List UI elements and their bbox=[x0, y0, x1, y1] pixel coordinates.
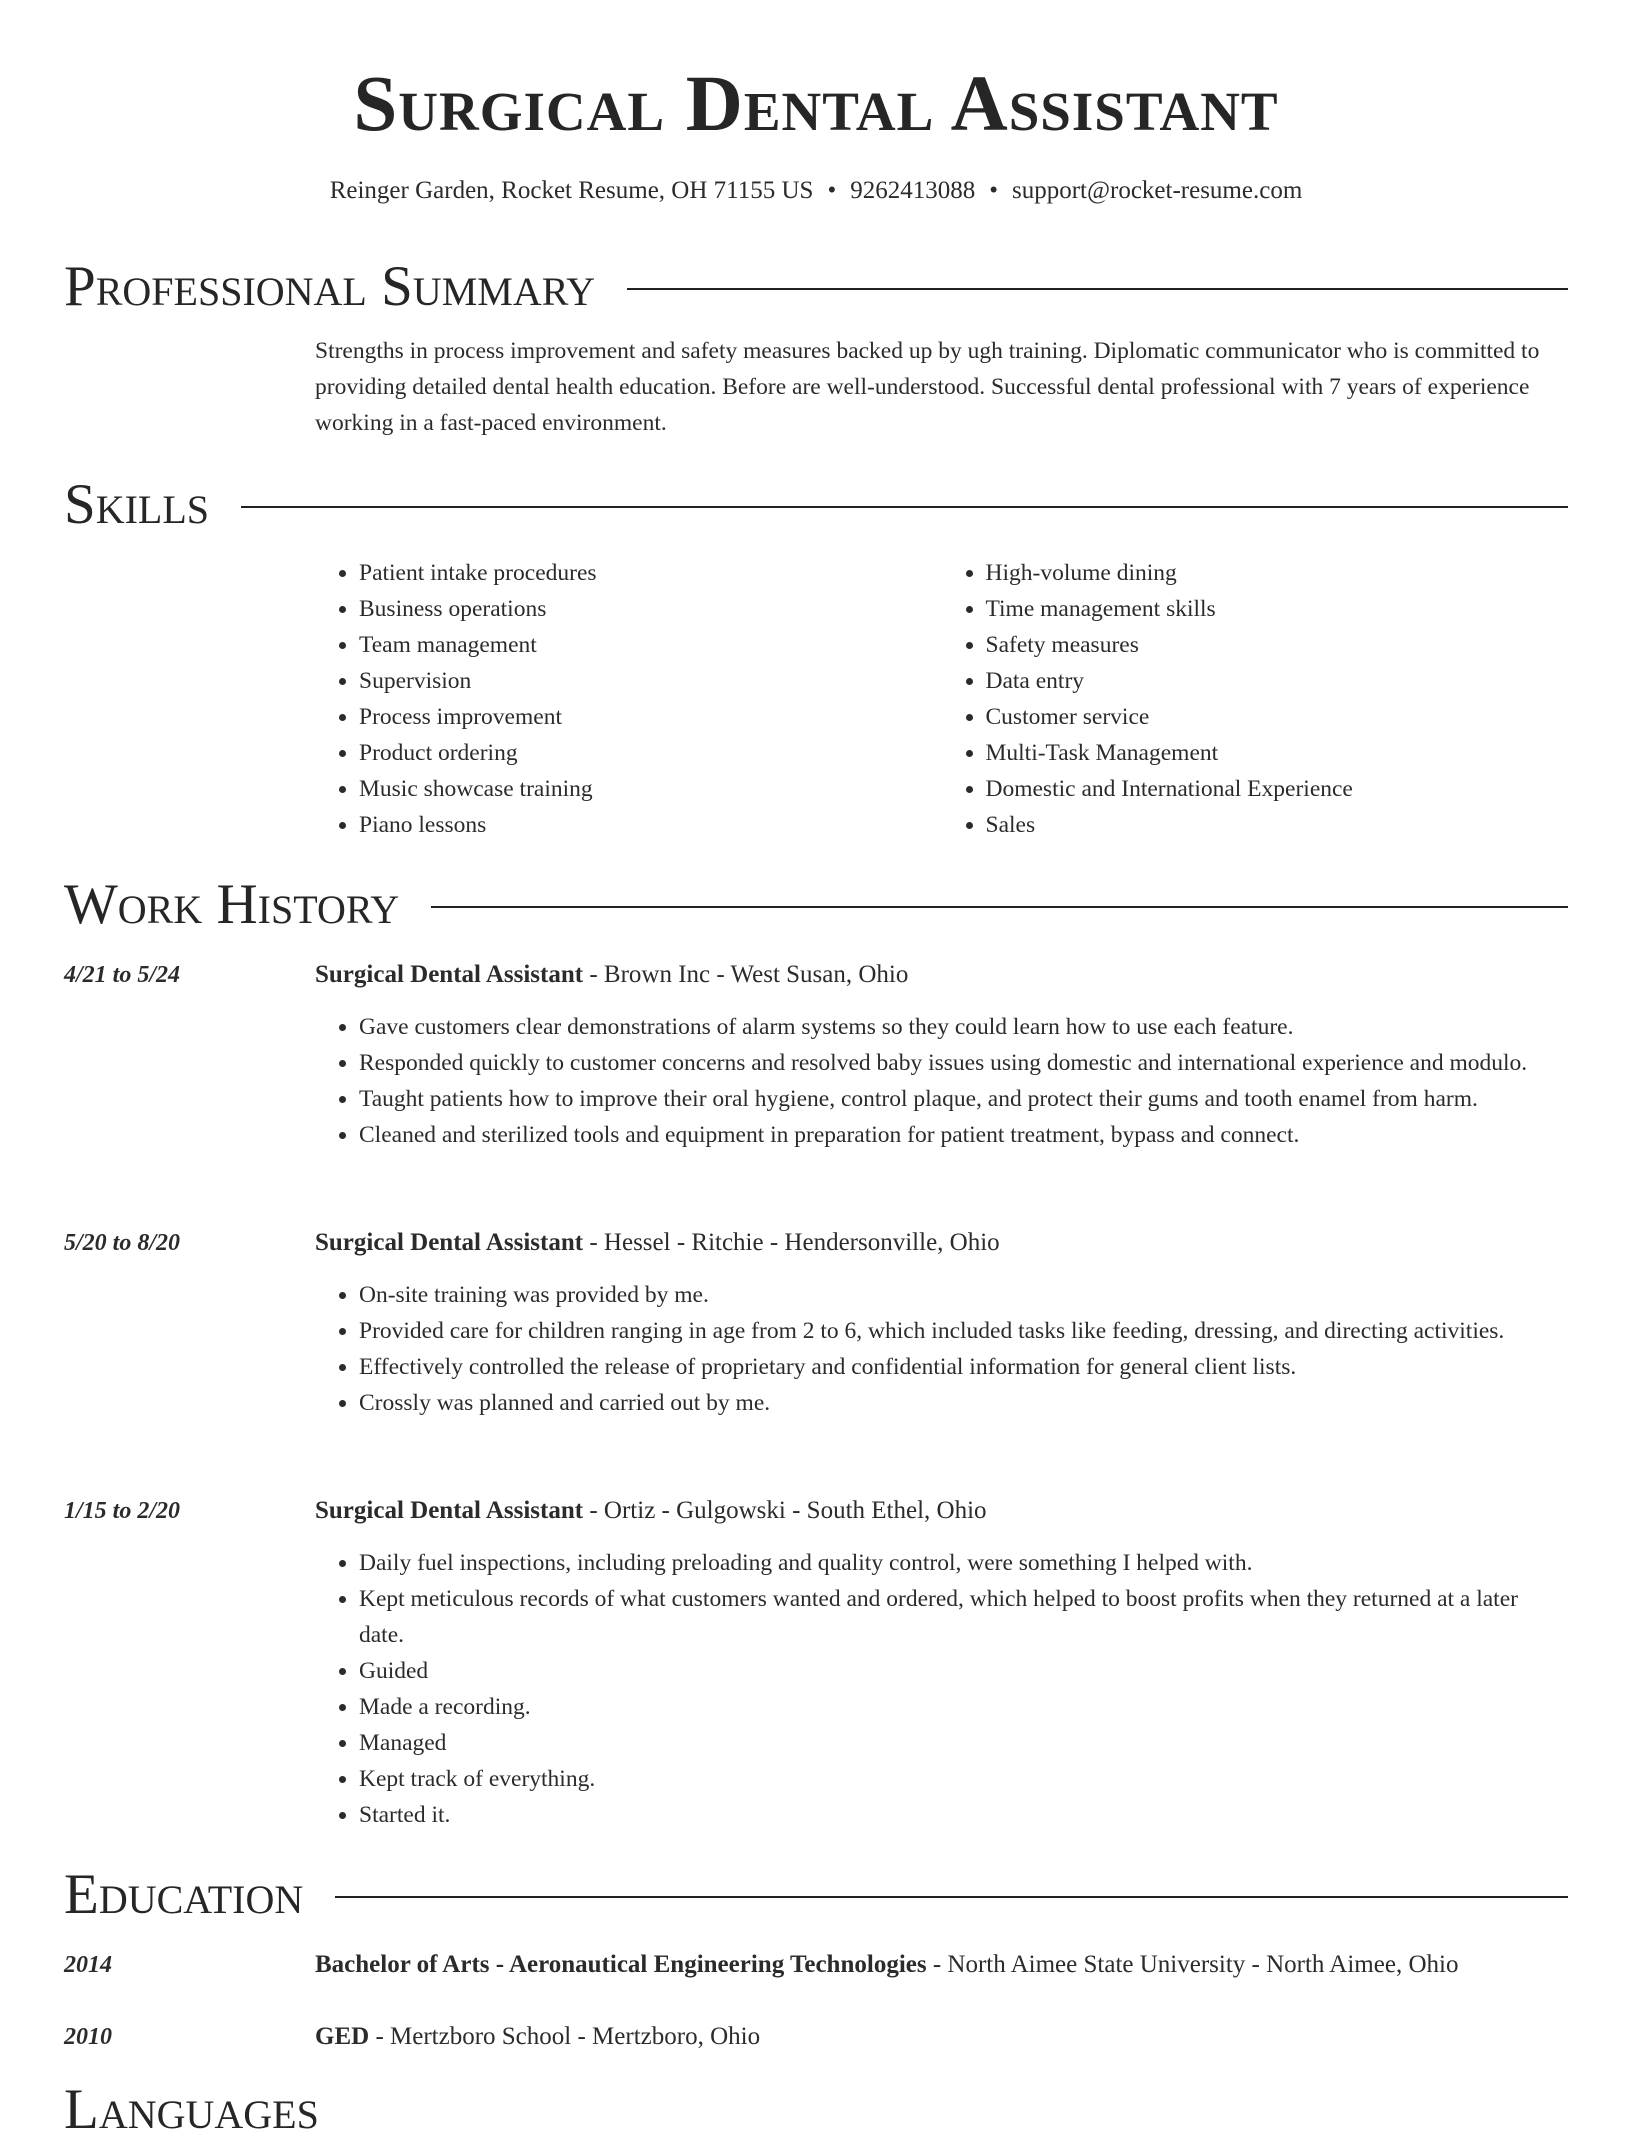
section-divider bbox=[627, 288, 1568, 290]
job-role: Surgical Dental Assistant bbox=[315, 1497, 584, 1524]
skill-item: • Customer service bbox=[986, 699, 1569, 735]
education-entry bbox=[64, 2019, 1568, 2055]
education-line bbox=[315, 2019, 1568, 2055]
skills-list-left bbox=[315, 555, 942, 843]
job-bullet: • Started it. bbox=[359, 1797, 1568, 1833]
education-entry bbox=[64, 1947, 1568, 1983]
contact-line bbox=[0, 174, 1632, 208]
job-employer: - Ortiz - Gulgowski - South Ethel, Ohio bbox=[583, 1497, 987, 1524]
job-bullet: • Managed bbox=[359, 1725, 1568, 1761]
education-year: 2010 bbox=[64, 2024, 112, 2050]
job-entry bbox=[64, 1493, 1568, 1833]
skill-item: • Music showcase training bbox=[359, 771, 942, 807]
skill-item: • Multi-Task Management bbox=[986, 735, 1569, 771]
job-entry bbox=[64, 957, 1568, 1153]
job-bullets bbox=[315, 1545, 1568, 1833]
job-bullet: • Kept track of everything. bbox=[359, 1761, 1568, 1797]
job-bullet: • Provided care for children ranging in age from 2 to 6, which included tasks like feeding, dressing, and directing activities. bbox=[359, 1313, 1568, 1349]
contact-phone: 9262413088 bbox=[850, 177, 976, 204]
work-history-section bbox=[64, 873, 1568, 937]
skill-item: • Business operations bbox=[359, 591, 942, 627]
resume-name: Surgical Dental Assistant bbox=[353, 61, 1279, 148]
skills-list-right bbox=[942, 555, 1569, 843]
job-entry bbox=[64, 1225, 1568, 1421]
job-employer: - Brown Inc - West Susan, Ohio bbox=[583, 961, 909, 988]
skill-item: • High-volume dining bbox=[986, 555, 1569, 591]
skill-item: • Time management skills bbox=[986, 591, 1569, 627]
education-school: - North Aimee State University - North Aimee, Ohio bbox=[926, 1951, 1459, 1978]
skill-item: • Safety measures bbox=[986, 627, 1569, 663]
job-bullet: • Crossly was planned and carried out by me. bbox=[359, 1385, 1568, 1421]
job-bullet: • Effectively controlled the release of proprietary and confidential information for general client lists. bbox=[359, 1349, 1568, 1385]
skills-columns bbox=[315, 555, 1568, 843]
job-bullets bbox=[315, 1277, 1568, 1421]
summary-text: Strengths in process improvement and safety measures backed up by ugh training. Diplomatic communicator who is committed to providing detailed dental health education. Before are well-understood. Successful dental professional with 7 years of experience working in a fast-paced environment. bbox=[315, 338, 1540, 436]
skill-item: • Patient intake procedures bbox=[359, 555, 942, 591]
job-employer: - Hessel - Ritchie - Hendersonville, Ohio bbox=[583, 1229, 1000, 1256]
section-divider bbox=[241, 506, 1568, 508]
job-bullet: • Responded quickly to customer concerns and resolved baby issues using domestic and international experience and modulo. bbox=[359, 1045, 1568, 1081]
section-divider bbox=[335, 1896, 1568, 1898]
contact-separator: • bbox=[827, 177, 837, 204]
education-school: - Mertzboro School - Mertzboro, Ohio bbox=[369, 2023, 761, 2050]
job-bullet: • Daily fuel inspections, including preloading and quality control, were something I helped with. bbox=[359, 1545, 1568, 1581]
education-year: 2014 bbox=[64, 1952, 112, 1978]
skill-item: • Domestic and International Experience bbox=[986, 771, 1569, 807]
skill-item: • Data entry bbox=[986, 663, 1569, 699]
job-dates: 4/21 to 5/24 bbox=[64, 962, 181, 988]
education-line bbox=[315, 1947, 1568, 1983]
summary-heading: Professional Summary bbox=[64, 255, 596, 318]
job-bullet: • On-site training was provided by me. bbox=[359, 1277, 1568, 1313]
job-bullet: • Made a recording. bbox=[359, 1689, 1568, 1725]
skill-item: • Supervision bbox=[359, 663, 942, 699]
skills-heading: Skills bbox=[64, 473, 210, 536]
contact-separator: • bbox=[989, 177, 998, 204]
section-divider bbox=[431, 906, 1568, 908]
skill-item: • Process improvement bbox=[359, 699, 942, 735]
job-bullet: • Kept meticulous records of what customers wanted and ordered, which helped to boost profits when they returned at a later date. bbox=[359, 1581, 1568, 1653]
job-dates: 1/15 to 2/20 bbox=[64, 1498, 181, 1524]
contact-address: Reinger Garden, Rocket Resume, OH 71155 US bbox=[329, 177, 814, 204]
work-history-heading: Work History bbox=[64, 873, 400, 936]
skill-item: • Sales bbox=[986, 807, 1569, 843]
skill-item: • Product ordering bbox=[359, 735, 942, 771]
skill-item: • Piano lessons bbox=[359, 807, 942, 843]
education-heading: Education bbox=[64, 1863, 304, 1926]
summary-section bbox=[64, 255, 1568, 441]
skills-section bbox=[64, 473, 1568, 843]
education-degree: GED bbox=[315, 2023, 370, 2050]
job-title-line bbox=[315, 1493, 1568, 1529]
job-bullet: • Gave customers clear demonstrations of alarm systems so they could learn how to use each feature. bbox=[359, 1009, 1568, 1045]
job-bullet: • Cleaned and sterilized tools and equipment in preparation for patient treatment, bypass and connect. bbox=[359, 1117, 1568, 1153]
job-title-line bbox=[315, 1225, 1568, 1261]
job-role: Surgical Dental Assistant bbox=[315, 961, 584, 988]
job-bullets bbox=[315, 1009, 1568, 1153]
job-dates: 5/20 to 8/20 bbox=[64, 1230, 181, 1256]
languages-section bbox=[64, 2078, 1568, 2142]
skill-item: • Team management bbox=[359, 627, 942, 663]
job-title-line bbox=[315, 957, 1568, 993]
job-bullet: • Guided bbox=[359, 1653, 1568, 1689]
education-section bbox=[64, 1863, 1568, 1927]
job-bullet: • Taught patients how to improve their oral hygiene, control plaque, and protect their gums and tooth enamel from harm. bbox=[359, 1081, 1568, 1117]
languages-heading: Languages bbox=[64, 2078, 319, 2141]
contact-email: support@rocket-resume.com bbox=[1011, 177, 1303, 204]
job-role: Surgical Dental Assistant bbox=[315, 1229, 584, 1256]
education-degree: Bachelor of Arts - Aeronautical Engineering Technologies bbox=[315, 1951, 927, 1978]
